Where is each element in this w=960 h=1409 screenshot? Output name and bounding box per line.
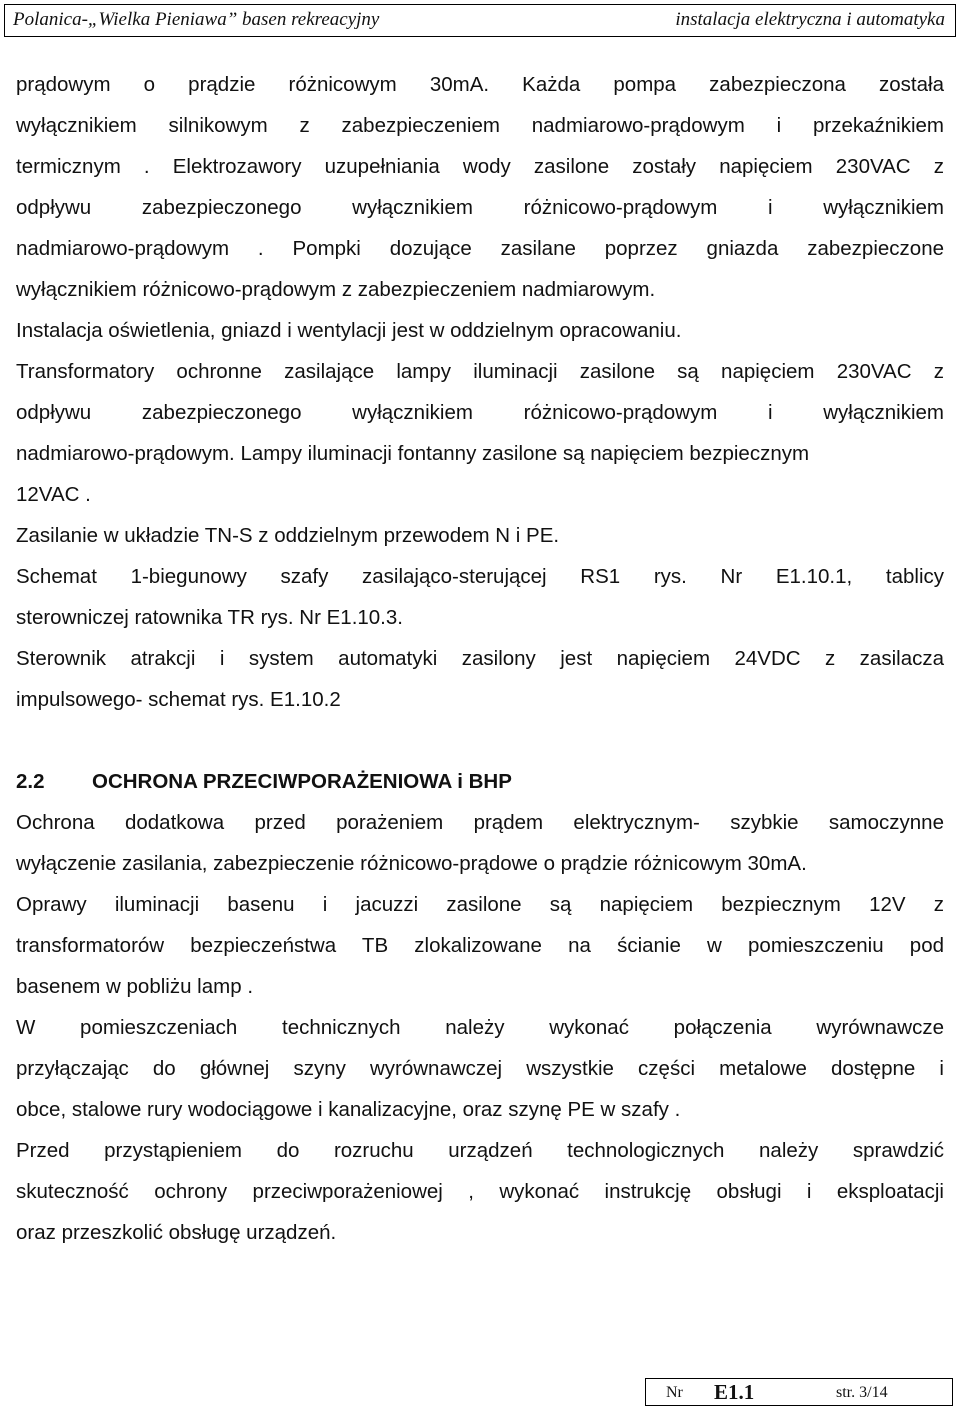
text-line: 12VAC . [16,483,91,506]
text-line: oraz przeszkolić obsługę urządzeń. [16,1221,337,1244]
text-line: wyłącznikiem różnicowo-prądowym z zabezpieczeniem nadmiarowym. [16,278,656,301]
text-line: Przed przystąpieniem do rozruchu urządzeń technologicznych należy sprawdzić [16,1139,944,1162]
text-line: odpływu zabezpieczonego wyłącznikiem różnicowo-prądowym i wyłącznikiem [16,401,944,424]
text-line: nadmiarowo-prądowym. Lampy iluminacji fontanny zasilone są napięciem bezpiecznym [16,442,810,465]
text-line: sterowniczej ratownika TR rys. Nr E1.10.3. [16,606,403,629]
text-line: odpływu zabezpieczonego wyłącznikiem różnicowo-prądowym i wyłącznikiem [16,196,944,219]
text-line: termicznym . Elektrozawory uzupełniania wody zasilone zostały napięciem 230VAC z [16,155,944,178]
text-line: W pomieszczeniach technicznych należy wykonać połączenia wyrównawcze [16,1016,944,1039]
text-line: nadmiarowo-prądowym . Pompki dozujące zasilane poprzez gniazda zabezpieczone [16,237,944,260]
text-line: prądowym o prądzie różnicowym 30mA. Każda pompa zabezpieczona została [16,73,944,96]
text-line: skuteczność ochrony przeciwporażeniowej , wykonać instrukcję obsługi i eksploatacji [16,1180,944,1203]
text-line: Transformatory ochronne zasilające lampy iluminacji zasilone są napięciem 230VAC z [16,360,944,383]
section-heading [16,761,944,802]
section-title: OCHRONA PRZECIWPORAŻENIOWA i BHP [92,770,512,793]
header-project-title: Polanica-„Wielka Pieniawa” basen rekreacyjny [13,9,380,30]
section-number: 2.2 [16,770,45,793]
page-header [4,4,956,37]
text-line: przyłączając do głównej szyny wyrównawczej wszystkie części metalowe dostępne i [16,1057,944,1080]
text-line: Instalacja oświetlenia, gniazd i wentylacji jest w oddzielnym opracowaniu. [16,319,682,342]
footer-page-number: str. 3/14 [836,1384,888,1401]
text-line: basenem w pobliżu lamp . [16,975,254,998]
text-line: wyłącznikiem silnikowym z zabezpieczeniem nadmiarowo-prądowym i przekaźnikiem [16,114,944,137]
text-line: obce, stalowe rury wodociągowe i kanalizacyjne, oraz szynę PE w szafy . [16,1098,681,1121]
text-line: wyłączenie zasilania, zabezpieczenie różnicowo-prądowe o prądzie różnicowym 30mA. [16,852,807,875]
page-footer [645,1378,953,1406]
text-line: Oprawy iluminacji basenu i jacuzzi zasilone są napięciem bezpiecznym 12V z [16,893,944,916]
header-section-title: instalacja elektryczna i automatyka [675,9,945,30]
text-line: transformatorów bezpieczeństwa TB zlokalizowane na ścianie w pomieszczeniu pod [16,934,944,957]
footer-nr-label: Nr [666,1384,683,1401]
text-line: Schemat 1-biegunowy szafy zasilająco-sterującej RS1 rys. Nr E1.10.1, tablicy [16,565,944,588]
text-line: impulsowego- schemat rys. E1.10.2 [16,688,341,711]
paragraph-gap [16,720,944,761]
text-line: Zasilanie w układzie TN-S z oddzielnym przewodem N i PE. [16,524,560,547]
footer-drawing-code: E1.1 [714,1380,755,1404]
document-body [16,64,944,1253]
text-line: Ochrona dodatkowa przed porażeniem prądem elektrycznym- szybkie samoczynne [16,811,944,834]
text-line: Sterownik atrakcji i system automatyki zasilony jest napięciem 24VDC z zasilacza [16,647,944,670]
